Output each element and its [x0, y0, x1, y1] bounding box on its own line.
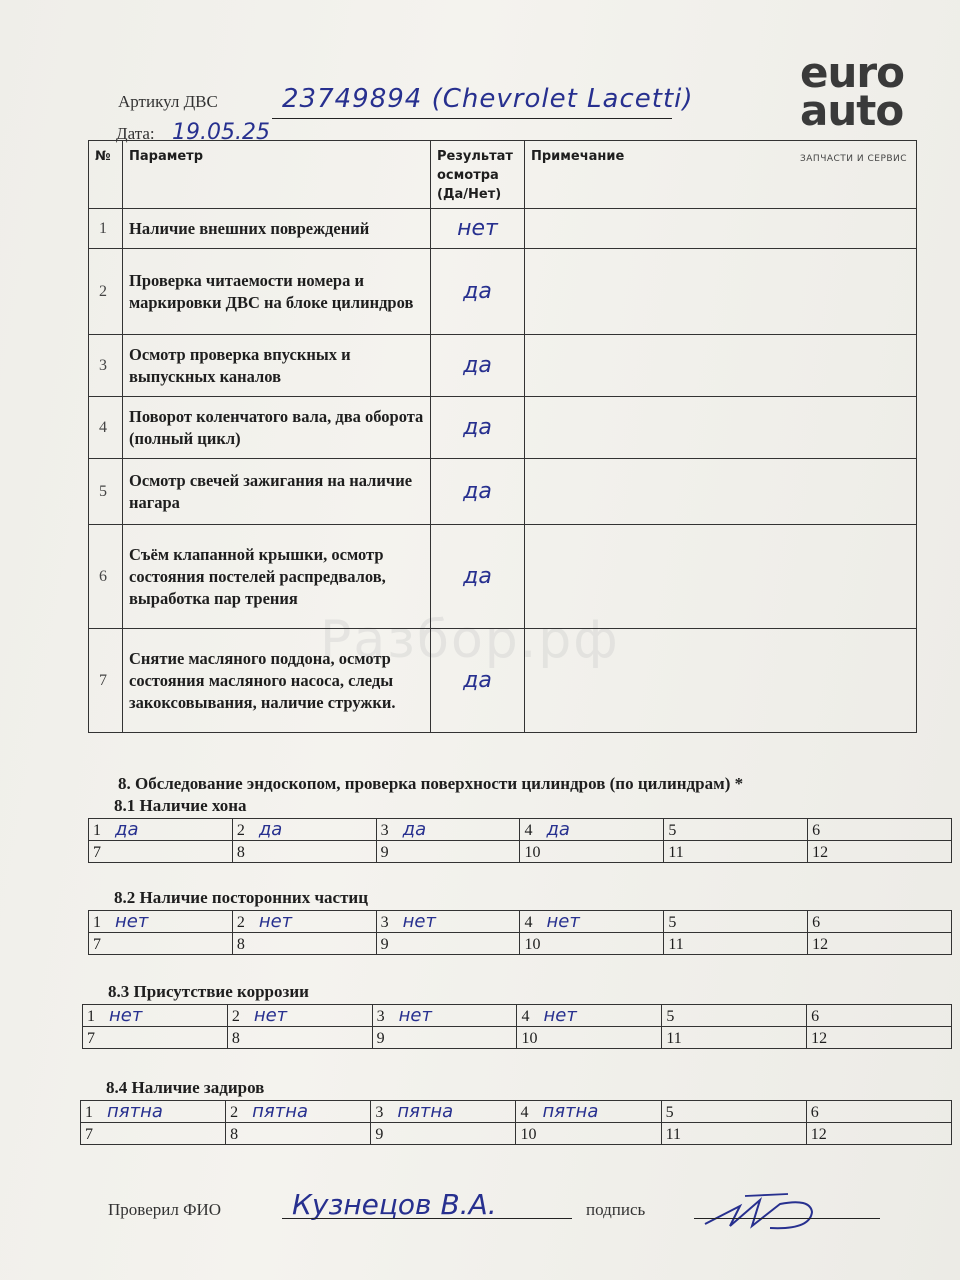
- subsection-title: 8.3 Присутствие коррозии: [108, 982, 309, 1001]
- cylinder-number: 2: [236, 914, 245, 931]
- row-result: да: [431, 397, 525, 459]
- signature-image: [700, 1186, 830, 1236]
- cylinder-row: [81, 1123, 952, 1145]
- cylinder-cell: [89, 911, 233, 933]
- cylinder-cell: [232, 841, 376, 863]
- cylinder-number: 10: [521, 1030, 538, 1047]
- cylinder-value: нет: [109, 1005, 143, 1026]
- cylinder-cell: [376, 819, 520, 841]
- cylinder-number: 3: [375, 1104, 384, 1121]
- cylinder-number: 10: [524, 844, 541, 861]
- cylinder-value: нет: [115, 911, 149, 932]
- cylinder-number: 4: [524, 822, 533, 839]
- section-8-title: 8. Обследование эндоскопом, проверка поверхности цилиндров (по цилиндрам) *: [118, 774, 744, 793]
- date-value: 19.05.25: [172, 120, 270, 145]
- cylinder-cell: [520, 841, 664, 863]
- cylinder-cell: [520, 911, 664, 933]
- row-result: да: [431, 629, 525, 733]
- cylinder-number: 11: [666, 1030, 682, 1047]
- cylinder-cell: [807, 1027, 952, 1049]
- row-number: 6: [89, 525, 123, 629]
- cylinder-cell: [89, 841, 233, 863]
- cylinder-row: [83, 1005, 952, 1027]
- cylinder-cell: [89, 933, 233, 955]
- checked-by-value: Кузнецов В.А.: [292, 1188, 497, 1221]
- cylinder-cell: [520, 819, 664, 841]
- cylinder-number: 1: [87, 1008, 95, 1025]
- cylinder-cell: [226, 1101, 371, 1123]
- table-row: [89, 249, 917, 335]
- cylinder-cell: [808, 819, 952, 841]
- cylinder-number: 6: [812, 822, 821, 839]
- cylinder-value: пятна: [542, 1101, 599, 1122]
- cylinder-number: 1: [93, 822, 101, 839]
- cylinder-value: пятна: [252, 1101, 309, 1122]
- cylinder-value: нет: [543, 1005, 577, 1026]
- row-result: да: [431, 459, 525, 525]
- cylinder-number: 6: [811, 1008, 820, 1025]
- cylinder-cell: [662, 1027, 807, 1049]
- cylinder-number: 9: [380, 844, 389, 861]
- cylinder-cell: [808, 933, 952, 955]
- cylinder-cell: [232, 819, 376, 841]
- cylinder-number: 6: [810, 1104, 819, 1121]
- table-row: [89, 397, 917, 459]
- cylinder-value: нет: [402, 911, 436, 932]
- cylinder-number: 3: [376, 1008, 385, 1025]
- row-parameter: Наличие внешних повреждений: [123, 209, 431, 249]
- row-number: 1: [89, 209, 123, 249]
- row-result: да: [431, 525, 525, 629]
- logo-tagline: ЗАПЧАСТИ И СЕРВИС: [800, 154, 908, 164]
- cylinder-number: 12: [810, 1126, 827, 1143]
- cylinder-value: да: [258, 819, 283, 840]
- cylinder-value: нет: [398, 1005, 432, 1026]
- row-parameter: Снятие масляного поддона, осмотр состояния масляного насоса, следы закоксовывания, наличие стружки.: [123, 629, 431, 733]
- cylinder-row: [89, 911, 952, 933]
- cylinder-value: да: [402, 819, 427, 840]
- cylinder-value: нет: [253, 1005, 288, 1026]
- row-number: 5: [89, 459, 123, 525]
- table-row: [89, 335, 917, 397]
- cylinder-cell: [807, 1005, 952, 1027]
- cylinder-cell: [227, 1027, 372, 1049]
- checked-by-underline: [282, 1218, 572, 1219]
- cylinder-number: 5: [665, 1104, 674, 1121]
- cylinder-number: 11: [668, 844, 684, 861]
- table-row: [89, 525, 917, 629]
- cylinder-number: 3: [380, 914, 389, 931]
- row-note: [525, 397, 917, 459]
- row-parameter: Осмотр проверка впускных и выпускных каналов: [123, 335, 431, 397]
- cylinder-number: 10: [524, 936, 541, 953]
- cylinder-number: 6: [812, 914, 821, 931]
- cylinder-cell: [372, 1027, 517, 1049]
- cylinder-number: 11: [668, 936, 684, 953]
- cylinder-number: 7: [85, 1126, 93, 1143]
- table-row: [89, 629, 917, 733]
- logo-text-euro: euro: [800, 48, 904, 97]
- cylinder-value: пятна: [107, 1101, 163, 1122]
- subsection-title: 8.1 Наличие хона: [114, 796, 247, 815]
- row-note: [525, 525, 917, 629]
- cylinder-number: 8: [230, 1126, 239, 1143]
- cylinder-number: 9: [375, 1126, 384, 1143]
- row-result: нет: [431, 209, 525, 249]
- cylinder-table: [88, 910, 952, 955]
- cylinder-number: 12: [812, 844, 829, 861]
- cylinder-cell: [226, 1123, 371, 1145]
- watermark: Разбор.рф: [320, 610, 620, 670]
- header-note: Примечание: [525, 141, 917, 209]
- cylinder-table: [88, 818, 952, 863]
- cylinder-table: [82, 1004, 952, 1049]
- cylinder-cell: [662, 1005, 807, 1027]
- cylinder-number: 8: [236, 844, 245, 861]
- cylinder-cell: [89, 819, 233, 841]
- cylinder-number: 9: [380, 936, 389, 953]
- row-parameter: Осмотр свечей зажигания на наличие нагара: [123, 459, 431, 525]
- cylinder-cell: [808, 841, 952, 863]
- cylinder-cell: [516, 1101, 661, 1123]
- cylinder-cell: [81, 1101, 226, 1123]
- cylinder-row: [83, 1027, 952, 1049]
- subsection-title: 8.4 Наличие задиров: [106, 1078, 265, 1097]
- cylinder-cell: [517, 1005, 662, 1027]
- cylinder-number: 7: [87, 1030, 95, 1047]
- cylinder-cell: [232, 933, 376, 955]
- cylinder-cell: [664, 819, 808, 841]
- cylinder-number: 11: [665, 1126, 682, 1143]
- cylinder-cell: [664, 933, 808, 955]
- signature-underline: [694, 1218, 880, 1219]
- cylinder-cell: [664, 911, 808, 933]
- row-parameter: Съём клапанной крышки, осмотр состояния постелей распредвалов, выработка пар трения: [123, 525, 431, 629]
- cylinder-number: 1: [93, 914, 101, 931]
- article-value: 23749894 (Chevrolet Lacetti): [282, 84, 694, 114]
- inspection-table: [88, 140, 917, 733]
- cylinder-cell: [661, 1123, 806, 1145]
- header-num: №: [89, 141, 123, 209]
- cylinder-number: 5: [668, 914, 677, 931]
- cylinder-number: 4: [524, 914, 533, 931]
- cylinder-cell: [520, 933, 664, 955]
- cylinder-row: [89, 933, 952, 955]
- cylinder-number: 1: [85, 1104, 93, 1121]
- cylinder-cell: [227, 1005, 372, 1027]
- cylinder-cell: [371, 1123, 516, 1145]
- cylinder-number: 8: [236, 936, 245, 953]
- cylinder-value: пятна: [397, 1101, 454, 1122]
- article-underline: [272, 118, 672, 119]
- cylinder-cell: [371, 1101, 516, 1123]
- row-result: да: [431, 249, 525, 335]
- checked-by-label: Проверил ФИО: [108, 1200, 222, 1219]
- cylinder-value: нет: [258, 911, 293, 932]
- row-parameter: Поворот коленчатого вала, два оборота (полный цикл): [123, 397, 431, 459]
- row-note: [525, 249, 917, 335]
- cylinder-number: 7: [93, 844, 101, 861]
- cylinder-cell: [517, 1027, 662, 1049]
- logo-text-auto: auto: [800, 86, 904, 135]
- cylinder-value: да: [546, 819, 570, 840]
- row-note: [525, 335, 917, 397]
- row-parameter: Проверка читаемости номера и маркировки ДВС на блоке цилиндров: [123, 249, 431, 335]
- cylinder-number: 9: [376, 1030, 385, 1047]
- subsection-title: 8.2 Наличие посторонних частиц: [114, 888, 369, 907]
- cylinder-table: [80, 1100, 952, 1145]
- cylinder-number: 2: [231, 1008, 240, 1025]
- cylinder-cell: [81, 1123, 226, 1145]
- table-row: [89, 459, 917, 525]
- row-number: 2: [89, 249, 123, 335]
- cylinder-number: 3: [380, 822, 389, 839]
- cylinder-number: 5: [666, 1008, 675, 1025]
- cylinder-cell: [376, 911, 520, 933]
- header-param: Параметр: [123, 141, 431, 209]
- cylinder-number: 12: [811, 1030, 828, 1047]
- row-result: да: [431, 335, 525, 397]
- cylinder-row: [81, 1101, 952, 1123]
- row-number: 7: [89, 629, 123, 733]
- cylinder-number: 5: [668, 822, 677, 839]
- cylinder-cell: [661, 1101, 806, 1123]
- cylinder-cell: [372, 1005, 517, 1027]
- cylinder-number: 10: [520, 1126, 537, 1143]
- cylinder-cell: [516, 1123, 661, 1145]
- table-row: [89, 209, 917, 249]
- cylinder-cell: [376, 841, 520, 863]
- row-note: [525, 209, 917, 249]
- cylinder-cell: [376, 933, 520, 955]
- cylinder-cell: [83, 1027, 228, 1049]
- cylinder-row: [89, 819, 952, 841]
- row-note: [525, 459, 917, 525]
- cylinder-number: 12: [812, 936, 829, 953]
- cylinder-number: 2: [236, 822, 245, 839]
- table-header-row: [89, 141, 917, 209]
- cylinder-number: 7: [93, 936, 101, 953]
- date-label: Дата:: [116, 124, 155, 143]
- cylinder-cell: [806, 1101, 951, 1123]
- cylinder-number: 4: [521, 1008, 530, 1025]
- cylinder-cell: [232, 911, 376, 933]
- row-number: 3: [89, 335, 123, 397]
- cylinder-cell: [664, 841, 808, 863]
- cylinder-number: 2: [230, 1104, 239, 1121]
- row-number: 4: [89, 397, 123, 459]
- cylinder-number: 4: [520, 1104, 529, 1121]
- header-result: Результат осмотра (Да/Нет): [431, 141, 525, 209]
- cylinder-value: да: [115, 819, 139, 840]
- row-note: [525, 629, 917, 733]
- signature-label: подпись: [586, 1200, 646, 1219]
- cylinder-cell: [808, 911, 952, 933]
- cylinder-number: 8: [231, 1030, 240, 1047]
- article-label: Артикул ДВС: [118, 92, 218, 111]
- cylinder-value: нет: [546, 911, 580, 932]
- cylinder-cell: [806, 1123, 951, 1145]
- cylinder-row: [89, 841, 952, 863]
- cylinder-cell: [83, 1005, 228, 1027]
